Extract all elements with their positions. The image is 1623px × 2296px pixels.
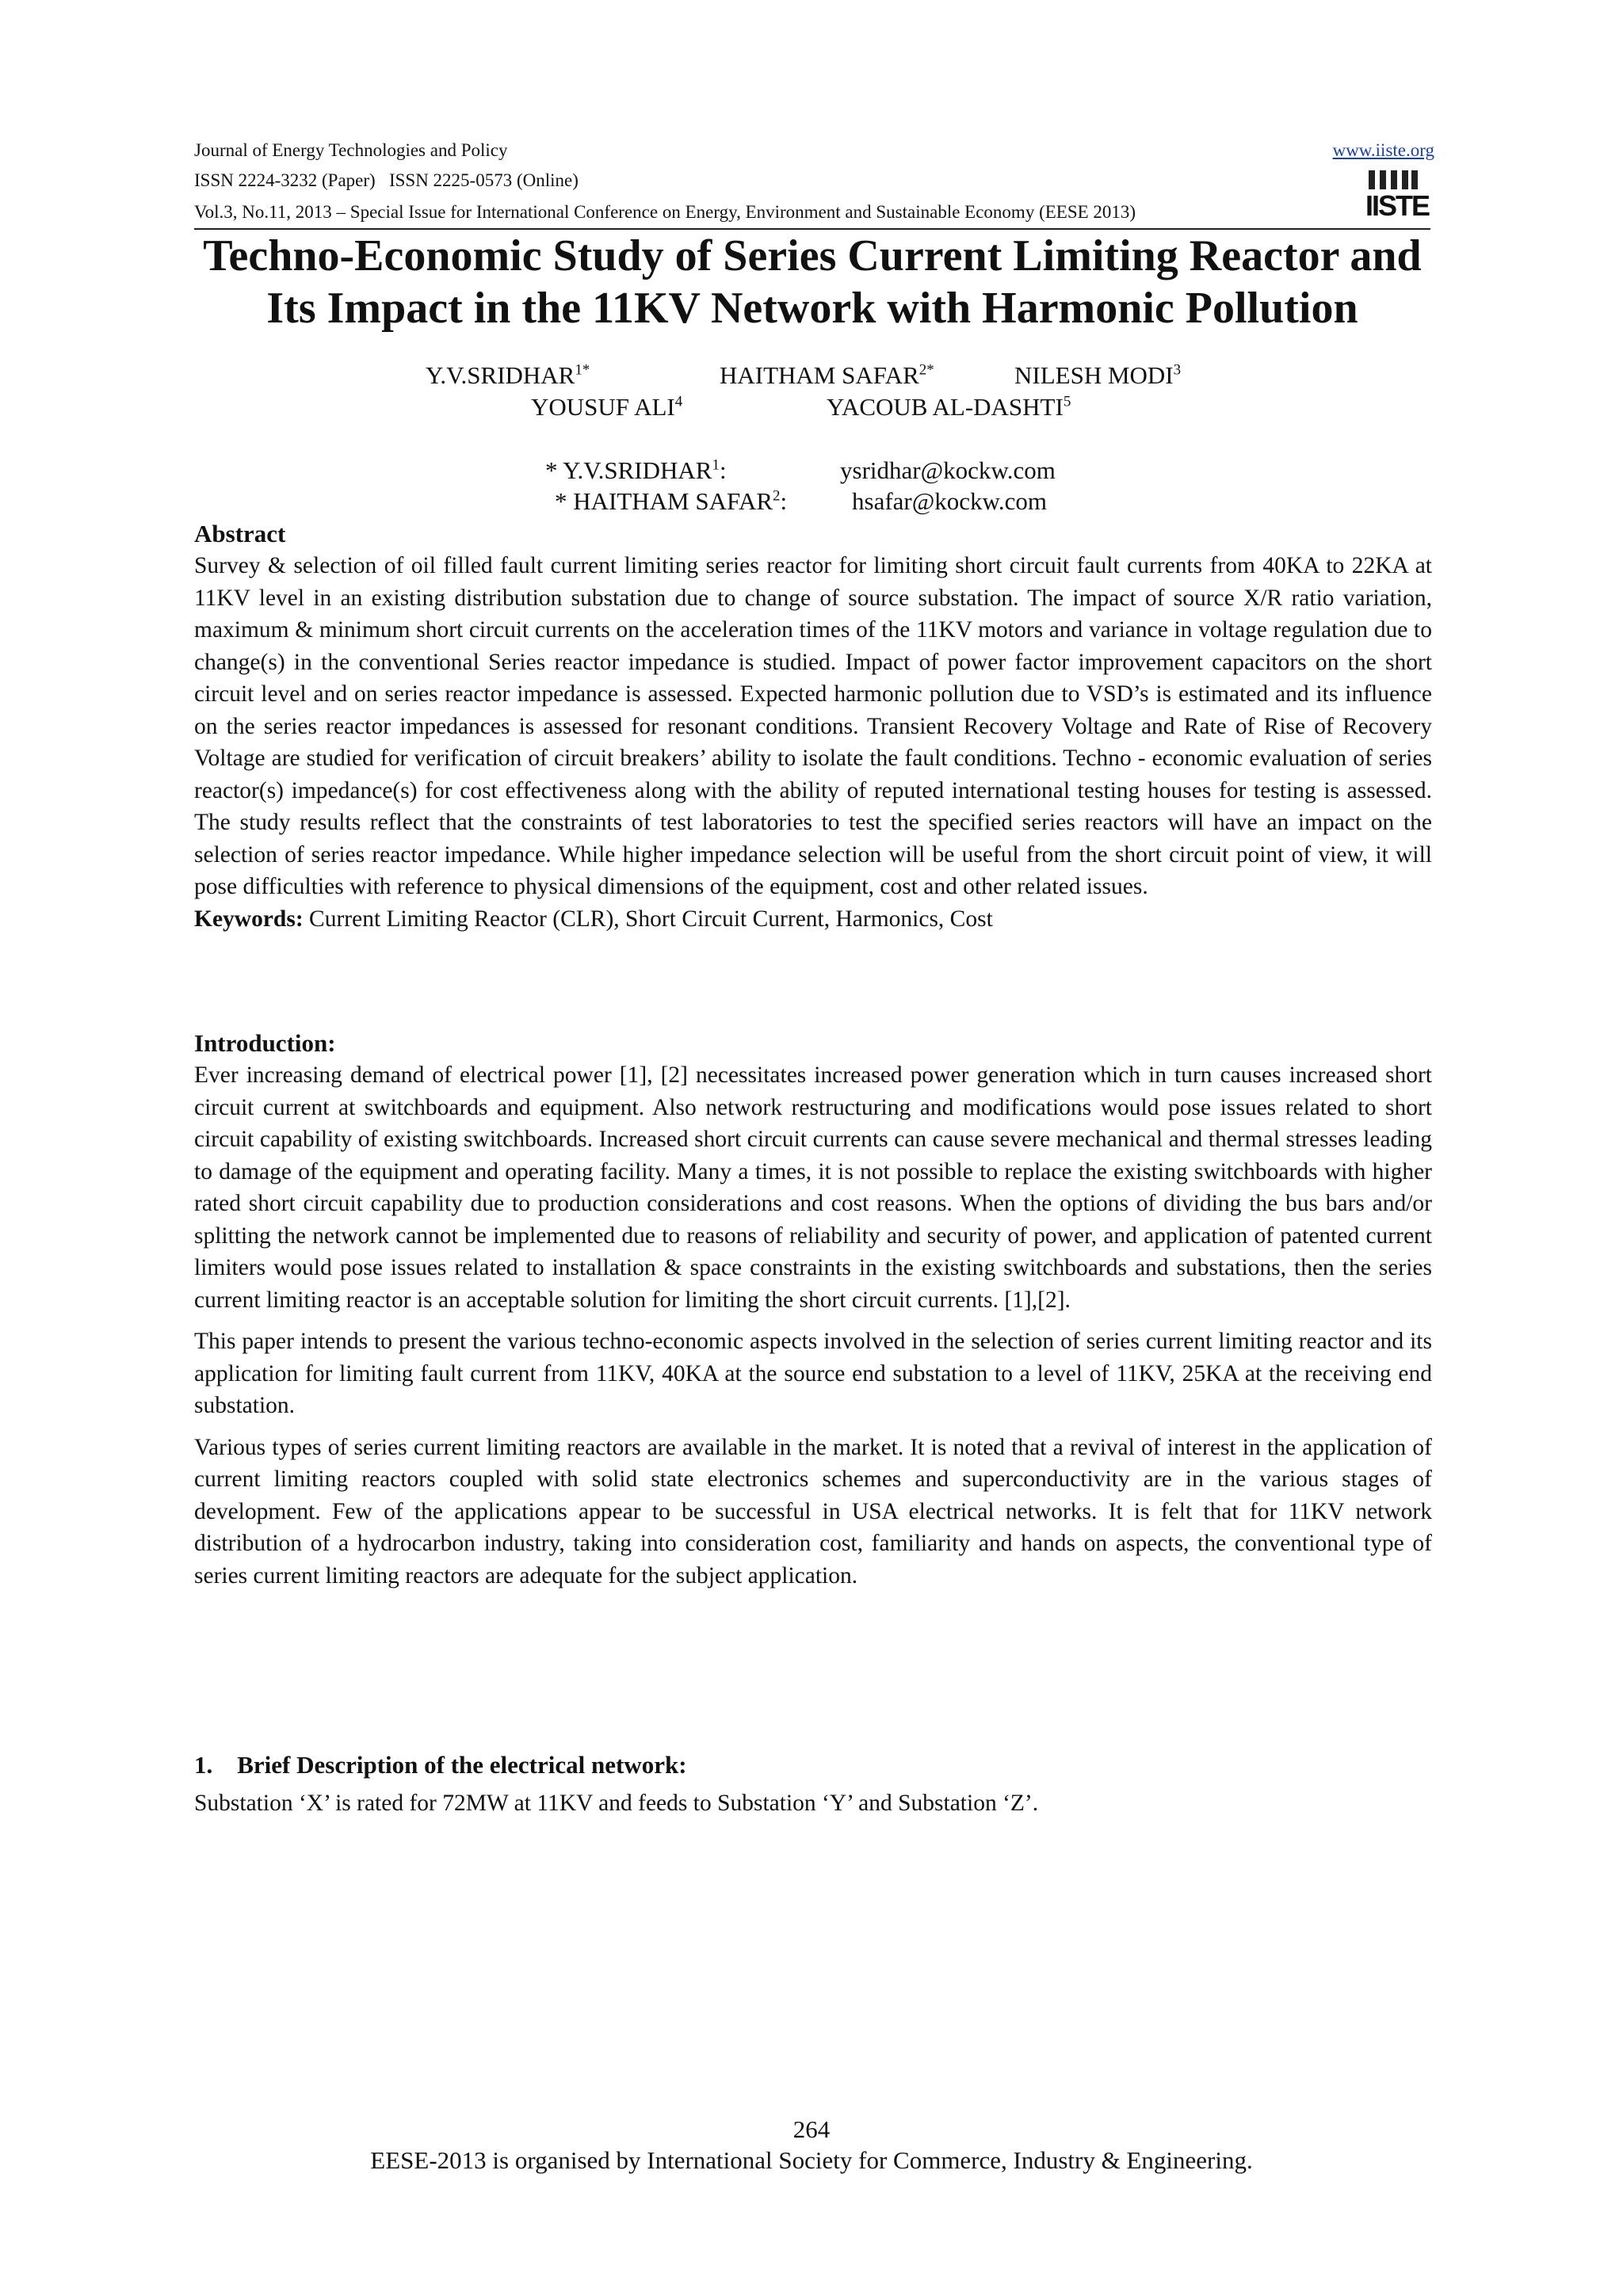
- journal-name: Journal of Energy Technologies and Policy: [194, 140, 508, 160]
- author: HAITHAM $SAFAR^{2*}$: [720, 361, 934, 389]
- keywords-line: [194, 903, 1432, 936]
- introduction-section: [194, 1028, 1432, 1592]
- issn-line: ISSN 2224-3232 (Paper) ISSN 2225-0573 (Online): [194, 170, 579, 190]
- section-1-text: Substation ‘X’ is rated for 72MW at 11KV and feeds to Substation ‘Y’ and Substation ‘Z’.: [194, 1791, 1039, 1816]
- title-line-1: Techno-Economic Study of Series Current Limiting Reactor and: [203, 231, 1422, 280]
- keywords-label: Keywords:: [194, 906, 304, 932]
- abstract-text: Survey & selection of oil filled fault current limiting series reactor for limiting short circuit fault currents from 40KA to 22KA at 11KV level in an existing distribution substation due to change of source substation. The impact of source X/R ratio variation, maximum & minimum short circuit currents on the acceleration times of the 11KV motors and variance in voltage regulation due to change(s) in the conventional Series reactor impedance is studied. Impact of power factor improvement capacitors on the short circuit level and on series reactor impedance is assessed. Expected harmonic pollution due to VSD’s is estimated and its influence on the series reactor impedances is assessed for resonant conditions. Transient Recovery Voltage and Rate of Rise of Recovery Voltage are studied for verification of circuit breakers’ ability to isolate the fault conditions. Techno - economic evaluation of series reactor(s) impedance(s) for cost effectiveness along with the ability of reputed international testing houses for testing is assessed. The study results reflect that the constraints of test laboratories to test the specified series reactors will have an impact on the selection of series reactor impedance. While higher impedance selection will be useful from the short circuit point of view, it will pose difficulties with reference to physical dimensions of the equipment, cost and other related issues.: [194, 553, 1432, 899]
- contact-email-link[interactable]: hsafar@kockw.com: [852, 487, 1048, 515]
- author: NILESH MODI$^3$: [1014, 361, 1182, 389]
- title-line-2: Its Impact in the 11KV Network with Harmonic Pollution: [266, 284, 1358, 333]
- author: YACOUB AL-DASHTI$^5$: [827, 393, 1071, 421]
- running-header: [194, 139, 1434, 162]
- footer-note: EESE-2013 is organised by International Society for Commerce, Industry & Engineering.: [370, 2146, 1253, 2174]
- intro-paragraph-2: This paper intends to present the various techno-economic aspects involved in the selection of series current limiting reactor and its application for limiting fault current from 11KV, 40KA at the source end substation to a level of 11KV, 25KA at the receiving end substation.: [194, 1329, 1432, 1418]
- iiste-logo: [1365, 169, 1430, 224]
- page-number: 264: [792, 2115, 831, 2143]
- intro-paragraph-1: Ever increasing demand of electrical power [1], [2] necessitates increased power generation which in turn causes increased short circuit current at switchboards and equipment. Also network restructuring and modifications would pose issues related to short circuit capability of existing switchboards. Increased short circuit currents can cause severe mechanical and thermal stresses leading to damage of the equipment and operating facility. Many a times, it is not possible to replace the existing switchboards with higher rated short circuit capability due to production considerations and cost reasons. When the options of dividing the bus bars and/or splitting the network cannot be implemented due to reasons of reliability and security of power, and application of patented current limiters would pose issues related to installation & space constraints in the existing switchboards and substations, then the series current limiting reactor is an acceptable solution for limiting the short circuit currents. [1],[2].: [194, 1062, 1432, 1313]
- contact-name: * HAITHAM SAFAR$^2$:: [555, 487, 788, 515]
- volume-line: Vol.3, No.11, 2013 – Special Issue for International Conference on Energy, Environment and Sustainable Economy (EESE 2013): [194, 202, 1136, 222]
- contact-email-link[interactable]: ysridhar@kockw.com: [840, 456, 1056, 484]
- paper-title: [158, 230, 1466, 334]
- section-1-heading: 1. Brief Description of the electrical network:: [194, 1751, 687, 1779]
- journal-url-link[interactable]: www.iiste.org: [1332, 140, 1434, 160]
- author: YOUSUF ALI$^4$: [531, 393, 683, 421]
- contact-name: * Y.V.SRIDHAR$^1$:: [545, 456, 727, 484]
- logo-bars: [1369, 170, 1418, 189]
- abstract-section: [194, 518, 1432, 935]
- intro-paragraph-3: Various types of series current limiting reactors are available in the market. It is noted that a revival of interest in the application of current limiting reactors coupled with solid state electronics schemes and superconductivity are in the various stages of development. Few of the applications appear to be successful in USA electrical networks. It is felt that for 11KV network distribution of a hydrocarbon industry, taking into consideration cost, familiarity and hands on aspects, the conventional type of series current limiting reactors are adequate for the subject application.: [194, 1434, 1432, 1589]
- keywords-text: Current Limiting Reactor (CLR), Short Circuit Current, Harmonics, Cost: [303, 906, 993, 932]
- section-1: [194, 1749, 1432, 1820]
- abstract-heading: Abstract: [194, 520, 286, 547]
- logo-wordmark: IISTE: [1365, 189, 1430, 222]
- introduction-heading: Introduction:: [194, 1029, 336, 1057]
- author: $Y.V.SRIDHAR^{1*}$: [426, 361, 590, 389]
